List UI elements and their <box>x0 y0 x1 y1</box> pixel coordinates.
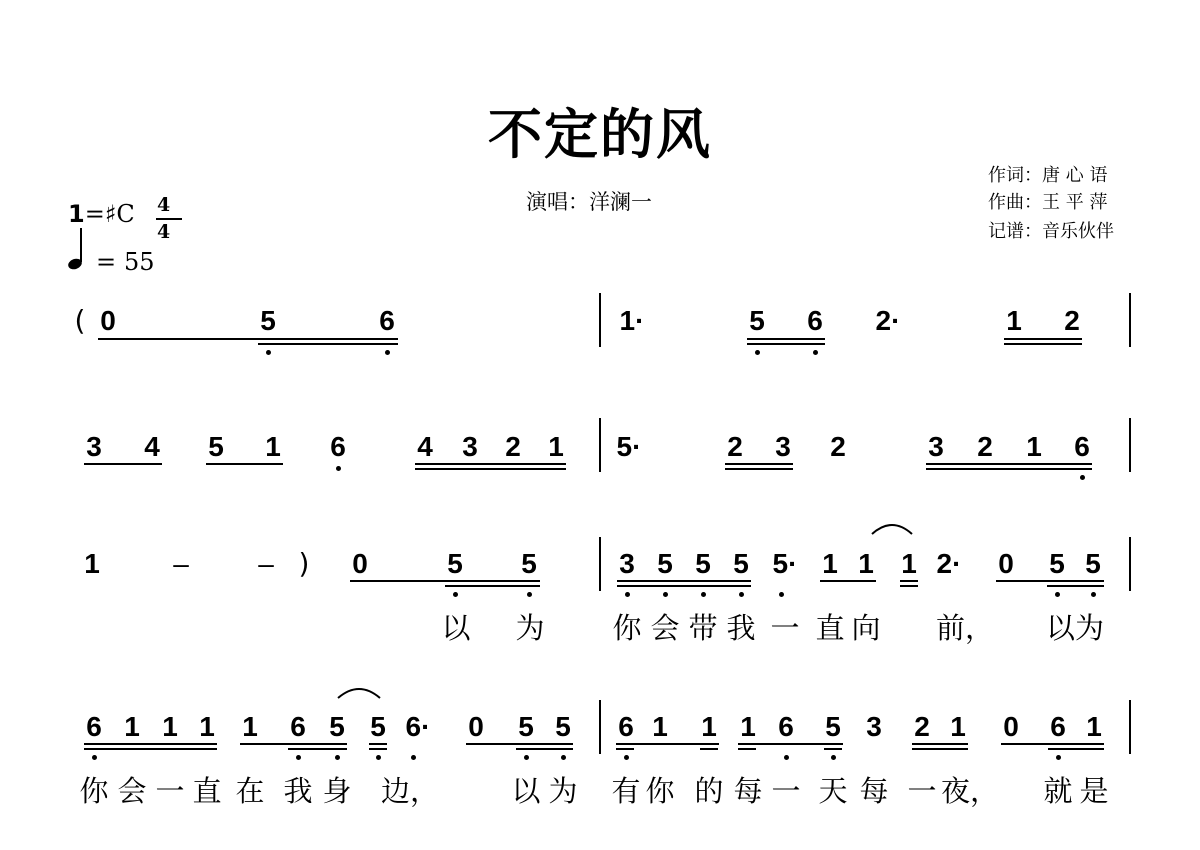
lyric: 我 <box>283 774 313 808</box>
note: 2 <box>977 431 993 462</box>
underline <box>84 743 217 745</box>
note: 1 <box>242 711 258 742</box>
lyric: 有 <box>611 774 641 808</box>
note: 1 <box>1026 431 1042 462</box>
underline <box>617 585 751 587</box>
low-octave-dot <box>92 755 97 760</box>
note: 1· <box>619 305 645 336</box>
note: 6· <box>405 711 431 742</box>
underline <box>84 463 162 465</box>
low-octave-dot <box>831 755 836 760</box>
lyric: 就 <box>1043 774 1073 808</box>
lyric: 一 <box>770 611 800 645</box>
bar-line <box>599 700 601 754</box>
song-title: 不定的风 <box>488 103 712 166</box>
note: 5 <box>695 548 711 579</box>
underline <box>1004 343 1082 345</box>
note: 5 <box>1085 548 1101 579</box>
note: 1 <box>950 711 966 742</box>
bar-line <box>1129 537 1131 591</box>
low-octave-dot <box>561 755 566 760</box>
note: 5· <box>772 548 798 579</box>
underline <box>996 580 1104 582</box>
open-paren: ( <box>74 304 86 337</box>
lyric: 夜， <box>940 774 999 808</box>
underline <box>1001 743 1104 745</box>
note: 1 <box>740 711 756 742</box>
lyric: 天 <box>818 774 848 808</box>
note: 5 <box>518 711 534 742</box>
lyric: 以为 <box>1045 611 1104 645</box>
lyric: 在 <box>235 774 265 808</box>
note: 2 <box>727 431 743 462</box>
note: 1 <box>858 548 874 579</box>
note: 5 <box>1049 548 1065 579</box>
lyric: 带 <box>688 611 718 645</box>
low-octave-dot <box>266 350 271 355</box>
note: 6 <box>86 711 102 742</box>
note: 6 <box>807 305 823 336</box>
lyric: 是 <box>1079 774 1109 808</box>
note: 2 <box>1064 305 1080 336</box>
note: 1 <box>652 711 668 742</box>
tempo-value: 55 <box>124 248 155 276</box>
underline <box>288 748 347 750</box>
note: 3 <box>86 431 102 462</box>
note: 2 <box>830 431 846 462</box>
underline <box>1047 585 1104 587</box>
lyric: 向 <box>851 611 881 645</box>
time-signature-bottom: 4 <box>157 221 171 243</box>
note: 5· <box>616 431 642 462</box>
low-octave-dot <box>1056 755 1061 760</box>
underline <box>98 338 398 340</box>
lyric: 以 <box>441 611 471 645</box>
lyric: 你 <box>612 611 642 645</box>
underline <box>445 585 540 587</box>
bar-line <box>599 418 601 472</box>
note: 5 <box>733 548 749 579</box>
dash: – <box>258 548 274 579</box>
note: 6 <box>618 711 634 742</box>
note: 6 <box>778 711 794 742</box>
lyric: 身 <box>322 774 352 808</box>
underline <box>369 743 387 745</box>
low-octave-dot <box>376 755 381 760</box>
low-octave-dot <box>779 592 784 597</box>
underline <box>747 338 825 340</box>
note: 1 <box>548 431 564 462</box>
note: 1 <box>84 548 100 579</box>
note: 1 <box>1006 305 1022 336</box>
note: 1 <box>124 711 140 742</box>
underline <box>616 748 634 750</box>
time-signature-line <box>156 218 182 220</box>
underline <box>84 748 217 750</box>
note: 1 <box>265 431 281 462</box>
note: 5 <box>657 548 673 579</box>
note: 6 <box>1074 431 1090 462</box>
underline <box>912 748 968 750</box>
bar-line <box>1129 293 1131 347</box>
low-octave-dot <box>1080 475 1085 480</box>
underline <box>900 585 918 587</box>
underline <box>725 463 793 465</box>
lyric: 的 <box>694 774 724 808</box>
lyric: 会 <box>117 774 147 808</box>
note: 3 <box>619 548 635 579</box>
note: 5 <box>260 305 276 336</box>
low-octave-dot <box>453 592 458 597</box>
note: 5 <box>329 711 345 742</box>
composer-credit: 作曲：王 平 萍 <box>988 192 1108 213</box>
note: 1 <box>1086 711 1102 742</box>
note: 5 <box>521 548 537 579</box>
low-octave-dot <box>701 592 706 597</box>
low-octave-dot <box>1091 592 1096 597</box>
note: 1 <box>701 711 717 742</box>
note: 0 <box>352 548 368 579</box>
underline <box>747 343 825 345</box>
note: 0 <box>100 305 116 336</box>
underline <box>350 580 540 582</box>
underline <box>820 580 876 582</box>
note: 2· <box>875 305 901 336</box>
low-octave-dot <box>296 755 301 760</box>
note: 2· <box>936 548 962 579</box>
underline <box>369 748 387 750</box>
underline <box>738 748 756 750</box>
low-octave-dot <box>524 755 529 760</box>
lyric: 你 <box>645 774 675 808</box>
note: 6 <box>379 305 395 336</box>
transcriber-credit: 记谱：音乐伙伴 <box>988 221 1114 242</box>
underline <box>466 743 573 745</box>
low-octave-dot <box>784 755 789 760</box>
lyric: 一 <box>907 774 937 808</box>
underline <box>926 463 1092 465</box>
note: 6 <box>290 711 306 742</box>
bar-line <box>599 293 601 347</box>
low-octave-dot <box>527 592 532 597</box>
underline <box>617 580 751 582</box>
note: 3 <box>866 711 882 742</box>
lyric: 一 <box>771 774 801 808</box>
key-signature: 1=♯C <box>68 200 135 228</box>
underline <box>240 743 347 745</box>
underline <box>700 748 718 750</box>
close-paren: ) <box>298 547 310 580</box>
lyric: 为 <box>515 611 545 645</box>
bar-line <box>599 537 601 591</box>
tie-arc <box>870 520 914 536</box>
underline <box>206 463 283 465</box>
low-octave-dot <box>624 755 629 760</box>
underline <box>738 743 843 745</box>
note: 6 <box>330 431 346 462</box>
time-signature-top: 4 <box>157 194 171 216</box>
low-octave-dot <box>335 755 340 760</box>
note: 5 <box>370 711 386 742</box>
lyric: 每 <box>859 774 889 808</box>
note: 5 <box>208 431 224 462</box>
note: 3 <box>775 431 791 462</box>
bar-line <box>1129 700 1131 754</box>
note: 2 <box>505 431 521 462</box>
underline <box>1004 338 1082 340</box>
lyric: 前， <box>935 611 994 645</box>
lyric: 以 <box>511 774 541 808</box>
note: 2 <box>914 711 930 742</box>
underline <box>415 468 566 470</box>
lyric: 直 <box>815 611 845 645</box>
low-octave-dot <box>1055 592 1060 597</box>
low-octave-dot <box>625 592 630 597</box>
low-octave-dot <box>411 755 416 760</box>
note: 5 <box>749 305 765 336</box>
lyric: 会 <box>650 611 680 645</box>
note: 5 <box>555 711 571 742</box>
low-octave-dot <box>739 592 744 597</box>
note: 3 <box>928 431 944 462</box>
note: 0 <box>1003 711 1019 742</box>
underline <box>415 463 566 465</box>
underline <box>912 743 968 745</box>
low-octave-dot <box>336 466 341 471</box>
note: 1 <box>199 711 215 742</box>
underline <box>900 580 918 582</box>
underline <box>516 748 573 750</box>
note: 1 <box>822 548 838 579</box>
lyric: 每 <box>733 774 763 808</box>
bar-line <box>1129 418 1131 472</box>
lyric: 你 <box>79 774 109 808</box>
quarter-note-icon <box>66 226 88 272</box>
note: 3 <box>462 431 478 462</box>
underline <box>1048 748 1104 750</box>
low-octave-dot <box>755 350 760 355</box>
underline <box>824 748 842 750</box>
note: 0 <box>998 548 1014 579</box>
underline <box>725 468 793 470</box>
low-octave-dot <box>813 350 818 355</box>
tie-arc <box>336 684 382 700</box>
singer-credit: 演唱：洋澜一 <box>526 190 652 214</box>
note: 5 <box>447 548 463 579</box>
lyric: 为 <box>548 774 578 808</box>
note: 1 <box>901 548 917 579</box>
note: 1 <box>162 711 178 742</box>
underline <box>258 343 398 345</box>
lyric: 我 <box>726 611 756 645</box>
note: 4 <box>417 431 433 462</box>
note: 4 <box>144 431 160 462</box>
lyric: 一 <box>155 774 185 808</box>
lyric: 边， <box>380 774 439 808</box>
lyric: 直 <box>192 774 222 808</box>
note: 5 <box>825 711 841 742</box>
note: 0 <box>468 711 484 742</box>
note: 6 <box>1050 711 1066 742</box>
underline <box>616 743 719 745</box>
lyricist-credit: 作词：唐 心 语 <box>988 165 1108 186</box>
low-octave-dot <box>663 592 668 597</box>
dash: – <box>173 548 189 579</box>
low-octave-dot <box>385 350 390 355</box>
underline <box>926 468 1092 470</box>
tempo-equals: = <box>96 248 117 276</box>
